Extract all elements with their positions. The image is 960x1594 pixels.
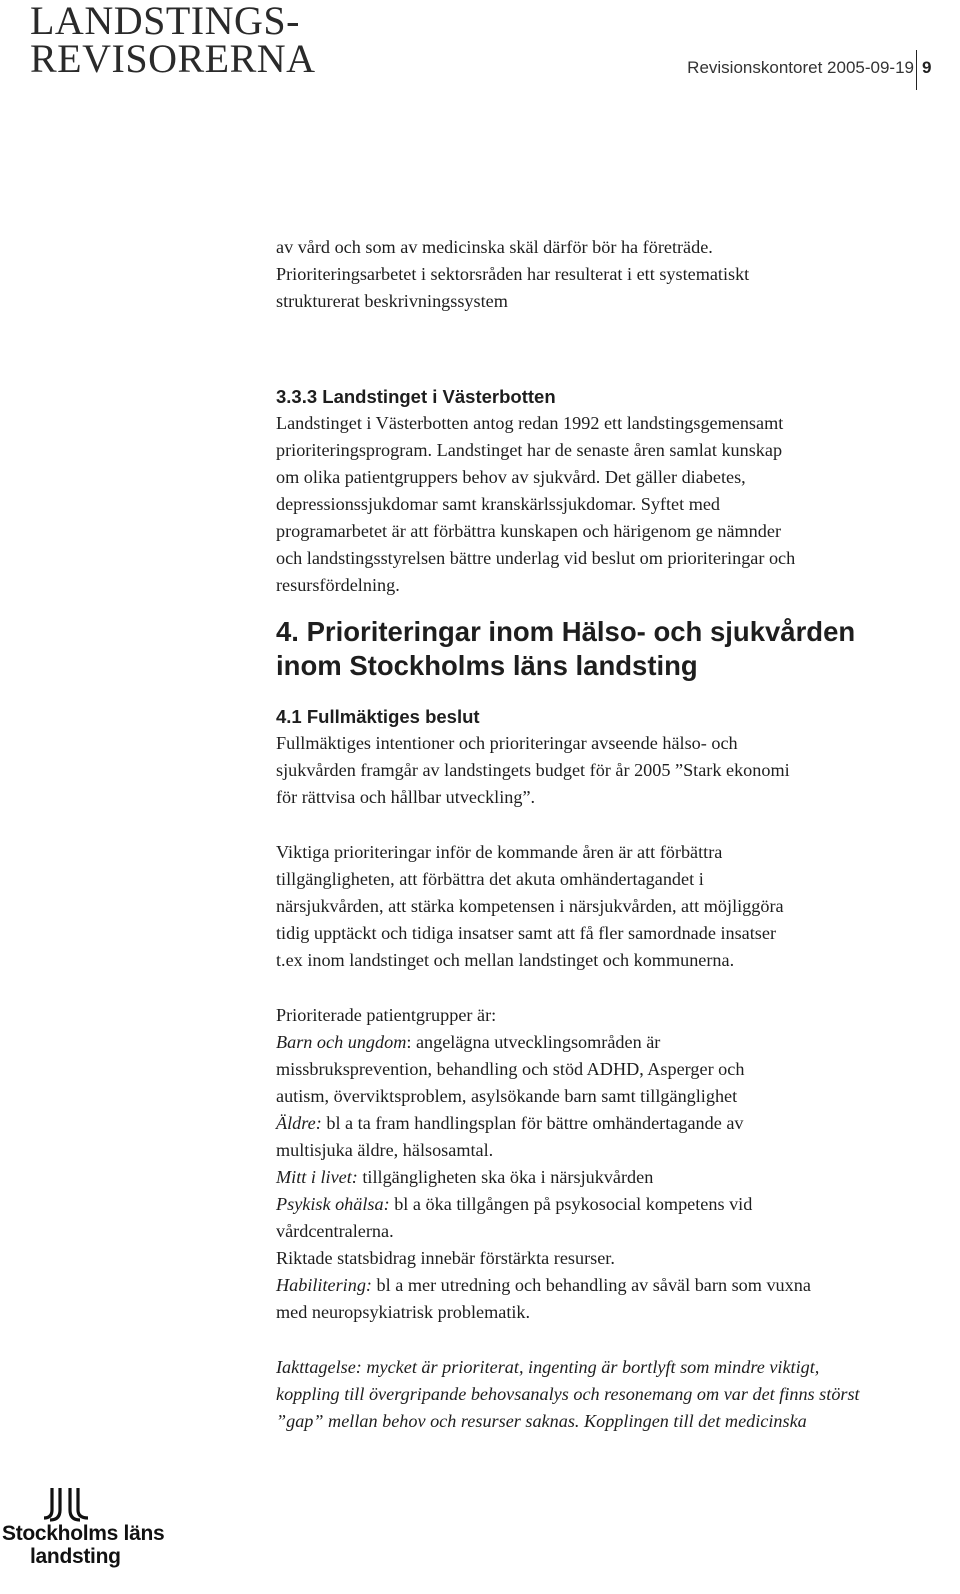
paragraph-line: Fullmäktiges intentioner och prioriteringar avseende hälso- och [276,733,738,753]
group-aldre [276,1110,952,1137]
paragraph-line: för rättvisa och hållbar utveckling”. [276,787,536,807]
logo-wordmark [2,1522,164,1568]
chapter-heading: 4. Prioriteringar inom Hälso- och sjukvården [276,616,856,647]
observation-line: Iakttagelse: mycket är prioriterat, ingenting är bortlyft som mindre viktigt, [276,1357,820,1377]
office-name: Revisionskontoret [687,58,823,77]
group-text: tillgängligheten ska öka i närsjukvården [357,1167,654,1187]
paragraph-line: Landstinget i Västerbotten antog redan 1992 ett landstingsgemensamt [276,413,784,433]
paragraph-line: vårdcentralerna. [276,1221,394,1241]
logo-line1: Stockholms läns [2,1522,165,1545]
paragraph-line: depressionssjukdomar samt kranskärlssjukdomar. Syftet med [276,494,721,514]
logo-line2: landsting [30,1545,121,1568]
observation-line: koppling till övergripande behovsanalys och resonemang om var det finns störst [276,1384,860,1404]
paragraph-line: programarbetet är att förbättra kunskapen och härigenom ge nämnder [276,521,781,541]
group-label: Barn och ungdom [276,1032,407,1052]
paragraph-line: Riktade statsbidrag innebär förstärkta resurser. [276,1248,615,1268]
report-title [30,0,316,81]
group-habil [276,1272,952,1299]
paragraph-line: Viktiga prioriteringar inför de kommande åren är att förbättra [276,842,723,862]
organization-logo [0,1478,170,1594]
group-text: bl a ta fram handlingsplan för bättre omhändertagande av [321,1113,744,1133]
group-text: : angelägna utvecklingsområden är [406,1032,661,1052]
paragraph-line: missbruksprevention, behandling och stöd ADHD, Asperger och [276,1059,745,1079]
paragraph-line: med neuropsykiatrisk problematik. [276,1302,531,1322]
group-label: Psykisk ohälsa: [276,1194,390,1214]
paragraph-line: närsjukvården, att stärka kompetensen i närsjukvården, att möjliggöra [276,896,784,916]
chapter-heading: inom Stockholms läns landsting [276,650,698,681]
group-label: Habilitering: [276,1275,372,1295]
paragraph-line: prioriteringsprogram. Landstinget har de senaste åren samlat kunskap [276,440,783,460]
intro-line: strukturerat beskrivningssystem [276,291,508,311]
report-title-line2: REVISORERNA [30,36,316,81]
paragraph-line: tidig upptäckt och tidiga insatser samt att få fler samordnade insatser [276,923,777,943]
paragraph-line: om olika patientgruppers behov av sjukvård. Det gäller diabetes, [276,467,746,487]
paragraph-line: sjukvården framgår av landstingets budget för år 2005 ”Stark ekonomi [276,760,790,780]
report-date: 2005-09-19 [827,58,914,77]
group-label: Äldre: [276,1113,322,1133]
group-barn [276,1029,952,1056]
group-psyk [276,1191,952,1218]
group-mitt [276,1164,952,1191]
paragraph-line: multisjuka äldre, hälsosamtal. [276,1140,494,1160]
section-heading-3-3-3: 3.3.3 Landstinget i Västerbotten [276,386,556,407]
intro-line: Prioriteringsarbetet i sektorsråden har resulterat i ett systematiskt [276,264,750,284]
paragraph-line: t.ex inom landstinget och mellan landstinget och kommunerna. [276,950,735,970]
page-number: 9 [922,58,932,77]
groups-intro: Prioriterade patientgrupper är: [276,1005,497,1025]
paragraph-line: resursfördelning. [276,575,400,595]
header-meta [687,58,914,78]
intro-line: av vård och som av medicinska skäl därför bör ha företräde. [276,237,713,257]
paragraph-line: autism, överviktsproblem, asylsökande barn samt tillgänglighet [276,1086,738,1106]
group-text: bl a mer utredning och behandling av såväl barn som vuxna [371,1275,811,1295]
group-text: bl a öka tillgången på psykosocial kompetens vid [389,1194,753,1214]
paragraph-line: och landstingsstyrelsen bättre underlag vid beslut om prioriteringar och [276,548,796,568]
report-title-line1: LANDSTINGS- [30,0,300,43]
page-body [276,234,952,1435]
paragraph-line: tillgängligheten, att förbättra det akuta omhändertagandet i [276,869,704,889]
observation-line: ”gap” mellan behov och resurser saknas. Kopplingen till det medicinska [276,1411,807,1431]
header-divider [916,50,917,90]
group-label: Mitt i livet: [276,1167,358,1187]
section-heading-4-1: 4.1 Fullmäktiges beslut [276,706,480,727]
logo-mark-icon [44,1486,96,1522]
